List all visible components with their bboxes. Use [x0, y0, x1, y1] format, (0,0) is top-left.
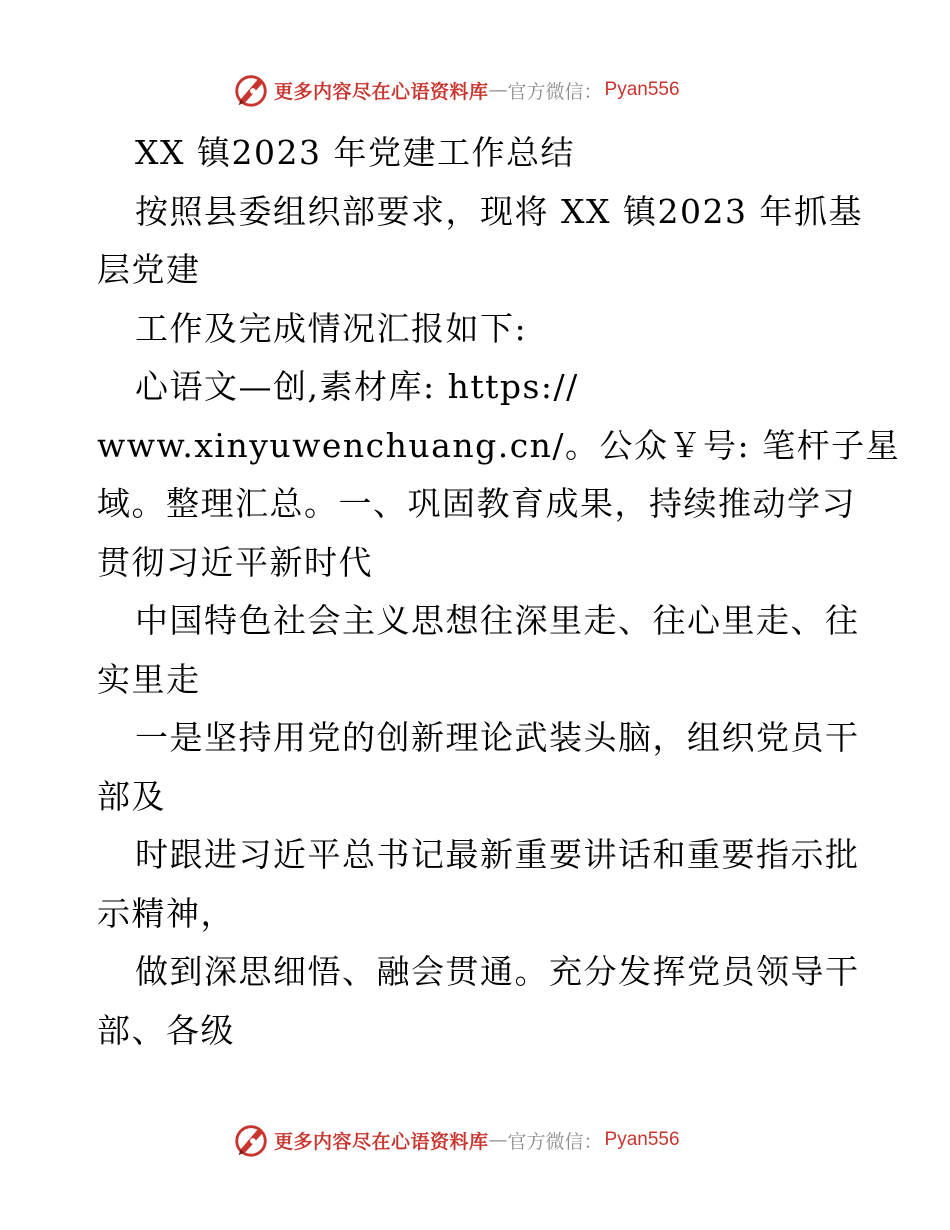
- header-banner: [232, 70, 752, 110]
- banner-text: 更多内容尽在心语资料库: [274, 80, 489, 103]
- banner-wechat-label: 官方微信：: [507, 80, 603, 103]
- paragraph-line: 心语文—创,素材库: https://: [135, 367, 579, 406]
- paragraph-line: 部及: [97, 776, 166, 816]
- paragraph-line: 做到深思细悟、融会贯通。充分发挥党员领导干: [135, 952, 860, 991]
- paragraph-line: 贯彻习近平新时代: [97, 542, 373, 582]
- paragraph-line: 一是坚持用党的创新理论武装头脑，组织党员干: [135, 718, 860, 757]
- paragraph-line: 工作及完成情况汇报如下:: [135, 308, 528, 348]
- banner-text: 更多内容尽在心语资料库: [274, 1130, 489, 1153]
- document-body: [97, 124, 901, 1060]
- paragraph-line: 中国特色社会主义思想往深里走、往心里走、往: [135, 601, 860, 640]
- footer-banner: [232, 1120, 752, 1160]
- paragraph-line: 层党建: [97, 250, 201, 289]
- banner-wechat-id: Pyan556: [604, 79, 680, 100]
- pen-logo-icon: [232, 1121, 270, 1159]
- banner-wechat-id: Pyan556: [604, 1129, 680, 1150]
- paragraph-line: 按照县委组织部要求，现将 XX 镇2023 年抓基: [135, 191, 863, 231]
- paragraph-line: 实里走: [97, 659, 201, 699]
- paragraph-line: 域。整理汇总。一、巩固教育成果，持续推动学习: [97, 484, 856, 523]
- paragraph-line: www.xinyuwenchuang.cn/。公众￥号: 笔杆子星: [97, 425, 901, 465]
- banner-dash: —: [488, 79, 508, 101]
- paragraph-line: 示精神，: [97, 893, 235, 933]
- document-title: XX 镇2023 年党建工作总结: [135, 133, 575, 172]
- paragraph-line: 部、各级: [97, 1010, 235, 1050]
- paragraph-line: 时跟进习近平总书记最新重要讲话和重要指示批: [135, 835, 860, 874]
- banner-dash: —: [488, 1129, 508, 1151]
- pen-logo-icon: [232, 71, 270, 109]
- banner-wechat-label: 官方微信：: [507, 1130, 603, 1153]
